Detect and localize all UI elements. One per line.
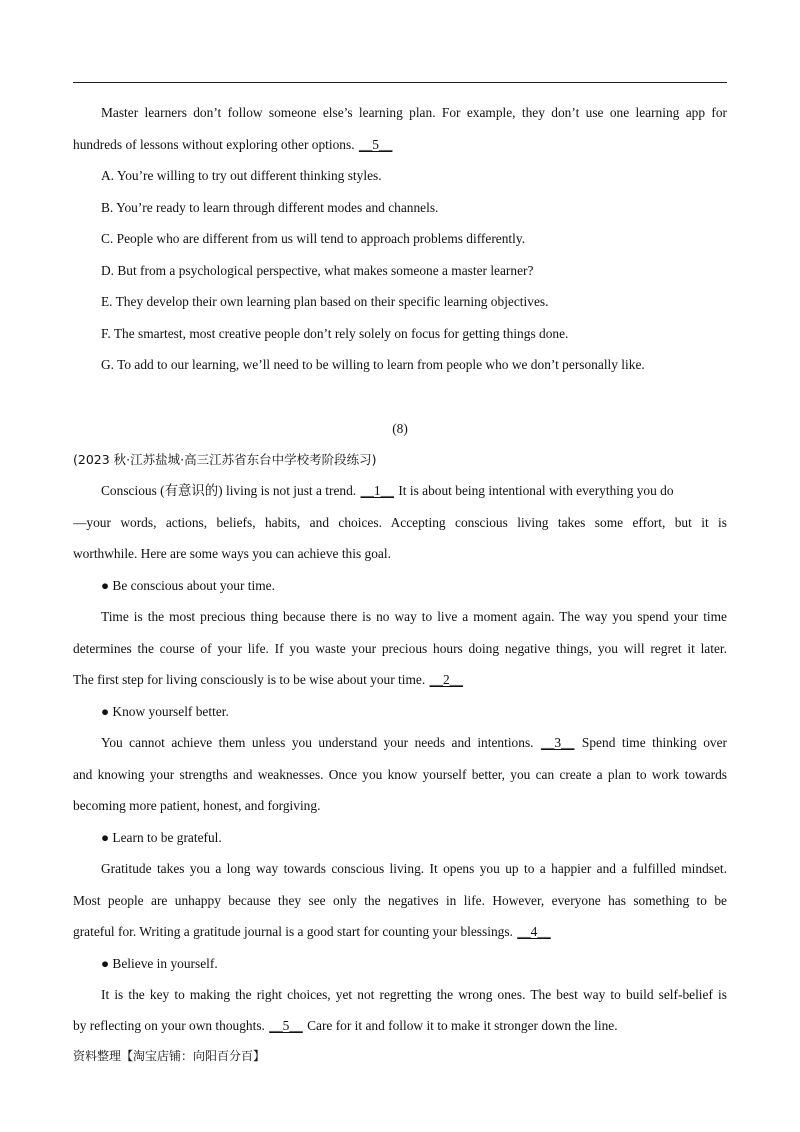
paragraph-line: It is the key to making the right choices, yet not regretting the wrong ones. The best way to build self-belief is	[101, 987, 727, 1002]
option-d: D. But from a psychological perspective, what makes someone a master learner?	[101, 263, 534, 278]
answer-blank-2[interactable]: __2__	[429, 672, 464, 687]
answer-blank-5[interactable]: __5__	[269, 1018, 303, 1033]
paragraph-text: hundreds of lessons without exploring other options.	[73, 137, 358, 152]
paragraph-text: grateful for. Writing a gratitude journal is a good start for counting your blessings.	[73, 924, 517, 939]
paragraph-line: Gratitude takes you a long way towards conscious living. It opens you up to a happier and a fulfilled mindset.	[101, 861, 727, 876]
paragraph-text: You cannot achieve them unless you understand your needs and intentions.	[101, 735, 540, 750]
answer-blank-1[interactable]: __1__	[360, 483, 394, 498]
paragraph-line	[73, 136, 727, 154]
paragraph-line	[101, 734, 727, 752]
paragraph-line	[101, 482, 727, 500]
section-heading: ● Believe in yourself.	[101, 956, 218, 971]
paragraph-line: becoming more patient, honest, and forgiving.	[73, 798, 321, 813]
answer-blank-3[interactable]: __3__	[540, 735, 575, 750]
paragraph-text: Care for it and follow it to make it stronger down the line.	[303, 1018, 618, 1033]
option-f: F. The smartest, most creative people don’t rely solely on focus for getting things done.	[101, 326, 569, 341]
option-g: G. To add to our learning, we’ll need to be willing to learn from people who we don’t personally like.	[101, 357, 645, 372]
paragraph-text: Conscious (有意识的) living is not just a trend.	[101, 483, 360, 498]
paragraph-line	[73, 923, 727, 941]
paragraph-line: worthwhile. Here are some ways you can achieve this goal.	[73, 546, 391, 561]
answer-blank-5[interactable]: __5__	[358, 137, 393, 152]
paragraph-text: The first step for living consciously is to be wise about your time.	[73, 672, 429, 687]
paragraph-text: It is about being intentional with everything you do	[395, 483, 674, 498]
paragraph-line	[73, 1017, 727, 1035]
option-e: E. They develop their own learning plan based on their specific learning objectives.	[101, 294, 549, 309]
paragraph-text: Spend time thinking over	[575, 735, 727, 750]
section-heading: ● Learn to be grateful.	[101, 830, 222, 845]
paragraph-line: determines the course of your life. If you waste your precious hours doing negative things, you will regret it later.	[73, 641, 727, 656]
paragraph-line: Master learners don’t follow someone else’s learning plan. For example, they don’t use one learning app for	[101, 105, 727, 120]
paragraph-text: by reflecting on your own thoughts.	[73, 1018, 269, 1033]
answer-blank-4[interactable]: __4__	[517, 924, 551, 939]
paragraph-line: and knowing your strengths and weaknesses. Once you know yourself better, you can create a plan to work towards	[73, 767, 727, 782]
paragraph-line	[73, 671, 727, 689]
footer-note: 资料整理【淘宝店铺：向阳百分百】	[73, 1049, 266, 1063]
paragraph-line: Time is the most precious thing because there is no way to live a moment again. The way you spend your time	[101, 609, 727, 624]
option-a: A. You’re willing to try out different thinking styles.	[101, 168, 382, 183]
source-note: (2023 秋·江苏盐城·高三江苏省东台中学校考阶段练习)	[73, 452, 377, 467]
option-c: C. People who are different from us will tend to approach problems differently.	[101, 231, 526, 246]
header-rule	[73, 82, 727, 83]
paragraph-line: Most people are unhappy because they see only the negatives in life. However, everyone has something to be	[73, 893, 727, 908]
section-heading: ● Know yourself better.	[101, 704, 229, 719]
section-heading: ● Be conscious about your time.	[101, 578, 275, 593]
paragraph-line: —your words, actions, beliefs, habits, and choices. Accepting conscious living takes some effort, but it is	[73, 515, 727, 530]
passage-number: (8)	[392, 421, 408, 436]
option-b: B. You’re ready to learn through different modes and channels.	[101, 200, 439, 215]
